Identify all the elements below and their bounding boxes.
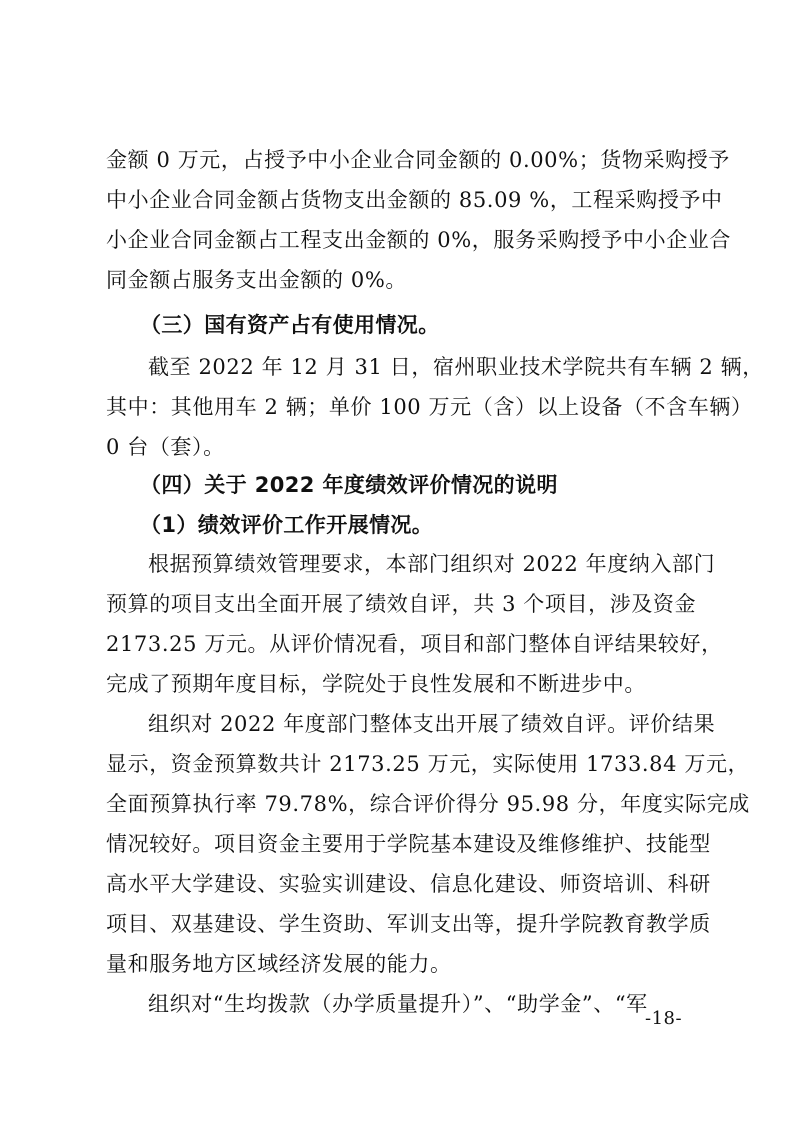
body-text-line: 高水平大学建设、实验实训建设、信息化建设、师资培训、科研 [106,872,711,896]
body-text-line: 截至 2022 年 12 月 31 日，宿州职业技术学院共有车辆 2 辆， [148,355,764,379]
body-text-line: 中小企业合同金额占货物支出金额的 85.09 %，工程采购授予中 [106,188,723,212]
body-text-line: 完成了预期年度目标，学院处于良性发展和不断进步中。 [106,672,646,696]
body-text-line: 0 台（套）。 [106,435,225,459]
body-text-line: 根据预算绩效管理要求，本部门组织对 2022 年度纳入部门 [148,552,716,576]
body-text-line: 显示，资金预算数共计 2173.25 万元，实际使用 1733.84 万元， [106,752,750,776]
body-text-line: 量和服务地方区域经济发展的能力。 [106,952,452,976]
page-number: -18- [645,1008,683,1029]
body-text-line: 情况较好。项目资金主要用于学院基本建设及维修维护、技能型 [106,832,711,856]
body-text-line: 预算的项目支出全面开展了绩效自评，共 3 个项目，涉及资金 [106,592,697,616]
body-text-line: 项目、双基建设、学生资助、军训支出等，提升学院教育教学质 [106,912,711,936]
body-text-line: 2173.25 万元。从评价情况看，项目和部门整体自评结果较好， [106,632,723,656]
body-text-line: 组织对“生均拨款（办学质量提升）”、“助学金”、“军 [148,992,648,1016]
subsection-heading: （1）绩效评价工作开展情况。 [140,513,434,537]
section-heading: （三）国有资产占有使用情况。 [140,313,440,337]
body-text-line: 全面预算执行率 79.78%，综合评价得分 95.98 分，年度实际完成 [106,792,750,816]
body-text-line: 金额 0 万元，占授予中小企业合同金额的 0.00%；货物采购授予 [106,148,730,172]
body-text-line: 同金额占服务支出金额的 0%。 [106,268,407,292]
section-heading: （四）关于 2022 年度绩效评价情况的说明 [140,473,558,497]
body-text-line: 其中：其他用车 2 辆；单价 100 万元（含）以上设备（不含车辆） [106,395,753,419]
body-text-line: 小企业合同金额占工程支出金额的 0%，服务采购授予中小企业合 [106,228,731,252]
body-text-line: 组织对 2022 年度部门整体支出开展了绩效自评。评价结果 [148,712,716,736]
